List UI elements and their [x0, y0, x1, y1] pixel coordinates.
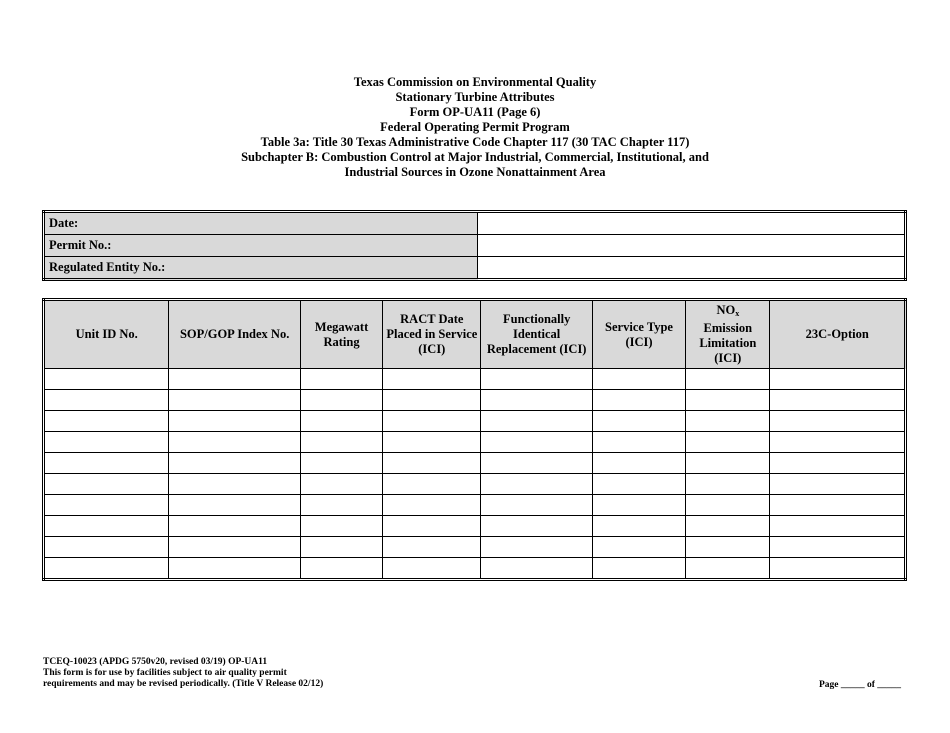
functionally-identical-cell[interactable] [481, 453, 592, 474]
subchapter-title-cont: Industrial Sources in Ozone Nonattainment Area [344, 165, 606, 179]
sop-gop-index-cell[interactable] [169, 369, 300, 390]
megawatt-rating-cell[interactable] [300, 390, 382, 411]
nox-subscript: x [735, 309, 740, 318]
23c-option-cell[interactable] [770, 516, 906, 537]
functionally-identical-cell[interactable] [481, 495, 592, 516]
ract-date-cell[interactable] [383, 558, 481, 580]
form-footer [43, 657, 323, 690]
col-unit-id: Unit ID No. [44, 300, 169, 369]
table-row [44, 453, 906, 474]
subchapter-title: Subchapter B: Combustion Control at Major Industrial, Commercial, Institutional, and [241, 150, 709, 164]
ract-date-cell[interactable] [383, 537, 481, 558]
23c-option-cell[interactable] [770, 558, 906, 580]
table-row [44, 495, 906, 516]
permit-label: Permit No.: [44, 235, 478, 257]
megawatt-rating-cell[interactable] [300, 558, 382, 580]
service-type-cell[interactable] [592, 411, 685, 432]
nox-emission-limitation-cell[interactable] [686, 369, 770, 390]
date-row [44, 212, 906, 235]
table-row [44, 516, 906, 537]
megawatt-rating-cell[interactable] [300, 474, 382, 495]
date-label: Date: [44, 212, 478, 235]
col-service-type: Service Type (ICI) [592, 300, 685, 369]
program-title: Federal Operating Permit Program [380, 120, 570, 134]
megawatt-rating-cell[interactable] [300, 537, 382, 558]
nox-emission-limitation-cell[interactable] [686, 453, 770, 474]
functionally-identical-cell[interactable] [481, 516, 592, 537]
service-type-cell[interactable] [592, 516, 685, 537]
unit-id-cell[interactable] [44, 516, 169, 537]
nox-emission-limitation-cell[interactable] [686, 495, 770, 516]
sop-gop-index-cell[interactable] [169, 432, 300, 453]
unit-id-cell[interactable] [44, 390, 169, 411]
unit-id-cell[interactable] [44, 453, 169, 474]
nox-label: NO [716, 303, 736, 317]
functionally-identical-cell[interactable] [481, 474, 592, 495]
sop-gop-index-cell[interactable] [169, 474, 300, 495]
unit-id-cell[interactable] [44, 369, 169, 390]
ract-date-cell[interactable] [383, 411, 481, 432]
table-row [44, 474, 906, 495]
turbine-attributes-table [42, 298, 907, 581]
ract-date-cell[interactable] [383, 495, 481, 516]
table-row [44, 537, 906, 558]
service-type-cell[interactable] [592, 537, 685, 558]
23c-option-cell[interactable] [770, 453, 906, 474]
functionally-identical-cell[interactable] [481, 432, 592, 453]
nox-emission-limitation-cell[interactable] [686, 474, 770, 495]
col-23c-option: 23C-Option [770, 300, 906, 369]
functionally-identical-cell[interactable] [481, 390, 592, 411]
sop-gop-index-cell[interactable] [169, 516, 300, 537]
ract-date-cell[interactable] [383, 369, 481, 390]
table-row [44, 432, 906, 453]
ract-date-cell[interactable] [383, 516, 481, 537]
service-type-cell[interactable] [592, 432, 685, 453]
sop-gop-index-cell[interactable] [169, 411, 300, 432]
agency-title: Texas Commission on Environmental Quality [353, 75, 597, 89]
col-sop-gop-index: SOP/GOP Index No. [169, 300, 300, 369]
ract-date-cell[interactable] [383, 453, 481, 474]
23c-option-cell[interactable] [770, 411, 906, 432]
service-type-cell[interactable] [592, 390, 685, 411]
ract-date-cell[interactable] [383, 474, 481, 495]
23c-option-cell[interactable] [770, 537, 906, 558]
megawatt-rating-cell[interactable] [300, 411, 382, 432]
col-ract-date: RACT Date Placed in Service (ICI) [383, 300, 481, 369]
header-row [44, 300, 906, 369]
form-number: Form OP-UA11 (Page 6) [409, 105, 541, 119]
nox-emission-limitation-cell[interactable] [686, 516, 770, 537]
col-nox-emission-limitation [686, 300, 770, 369]
nox-emission-limitation-cell[interactable] [686, 432, 770, 453]
nox-emission-limitation-cell[interactable] [686, 558, 770, 580]
usage-note: This form is for use by facilities subject to air quality permit [43, 668, 287, 678]
date-field[interactable] [478, 212, 906, 235]
permit-row [44, 235, 906, 257]
service-type-cell[interactable] [592, 558, 685, 580]
unit-id-cell[interactable] [44, 432, 169, 453]
col-megawatt-rating: Megawatt Rating [300, 300, 382, 369]
entity-label: Regulated Entity No.: [44, 257, 478, 280]
entity-field[interactable] [478, 257, 906, 280]
sop-gop-index-cell[interactable] [169, 537, 300, 558]
nox-emission-limitation-cell[interactable] [686, 537, 770, 558]
service-type-cell[interactable] [592, 474, 685, 495]
table-row [44, 411, 906, 432]
23c-option-cell[interactable] [770, 390, 906, 411]
nox-label-rest: Emission Limitation (ICI) [699, 321, 757, 365]
megawatt-rating-cell[interactable] [300, 495, 382, 516]
unit-id-cell[interactable] [44, 411, 169, 432]
table-title: Table 3a: Title 30 Texas Administrative Code Chapter 117 (30 TAC Chapter 117) [260, 135, 690, 149]
nox-emission-limitation-cell[interactable] [686, 411, 770, 432]
functionally-identical-cell[interactable] [481, 558, 592, 580]
permit-field[interactable] [478, 235, 906, 257]
permit-info-table [42, 210, 907, 281]
col-functionally-identical: Functionally Identical Replacement (ICI) [481, 300, 592, 369]
nox-emission-limitation-cell[interactable] [686, 390, 770, 411]
23c-option-cell[interactable] [770, 474, 906, 495]
unit-id-cell[interactable] [44, 537, 169, 558]
functionally-identical-cell[interactable] [481, 537, 592, 558]
sop-gop-index-cell[interactable] [169, 558, 300, 580]
table-row [44, 390, 906, 411]
table-row [44, 558, 906, 580]
service-type-cell[interactable] [592, 369, 685, 390]
23c-option-cell[interactable] [770, 432, 906, 453]
23c-option-cell[interactable] [770, 369, 906, 390]
form-code: TCEQ-10023 (APDG 5750v20, revised 03/19) OP-UA11 [43, 657, 268, 667]
entity-row [44, 257, 906, 280]
sop-gop-index-cell[interactable] [169, 453, 300, 474]
megawatt-rating-cell[interactable] [300, 453, 382, 474]
unit-id-cell[interactable] [44, 474, 169, 495]
page-number: Page _____ of _____ [818, 680, 901, 690]
ract-date-cell[interactable] [383, 390, 481, 411]
megawatt-rating-cell[interactable] [300, 369, 382, 390]
ract-date-cell[interactable] [383, 432, 481, 453]
functionally-identical-cell[interactable] [481, 369, 592, 390]
service-type-cell[interactable] [592, 453, 685, 474]
megawatt-rating-cell[interactable] [300, 516, 382, 537]
form-header [0, 75, 950, 180]
23c-option-cell[interactable] [770, 495, 906, 516]
unit-id-cell[interactable] [44, 558, 169, 580]
table-row [44, 369, 906, 390]
sop-gop-index-cell[interactable] [169, 495, 300, 516]
unit-id-cell[interactable] [44, 495, 169, 516]
form-subject: Stationary Turbine Attributes [395, 90, 555, 104]
megawatt-rating-cell[interactable] [300, 432, 382, 453]
usage-note-cont: requirements and may be revised periodically. (Title V Release 02/12) [43, 679, 324, 689]
service-type-cell[interactable] [592, 495, 685, 516]
functionally-identical-cell[interactable] [481, 411, 592, 432]
sop-gop-index-cell[interactable] [169, 390, 300, 411]
